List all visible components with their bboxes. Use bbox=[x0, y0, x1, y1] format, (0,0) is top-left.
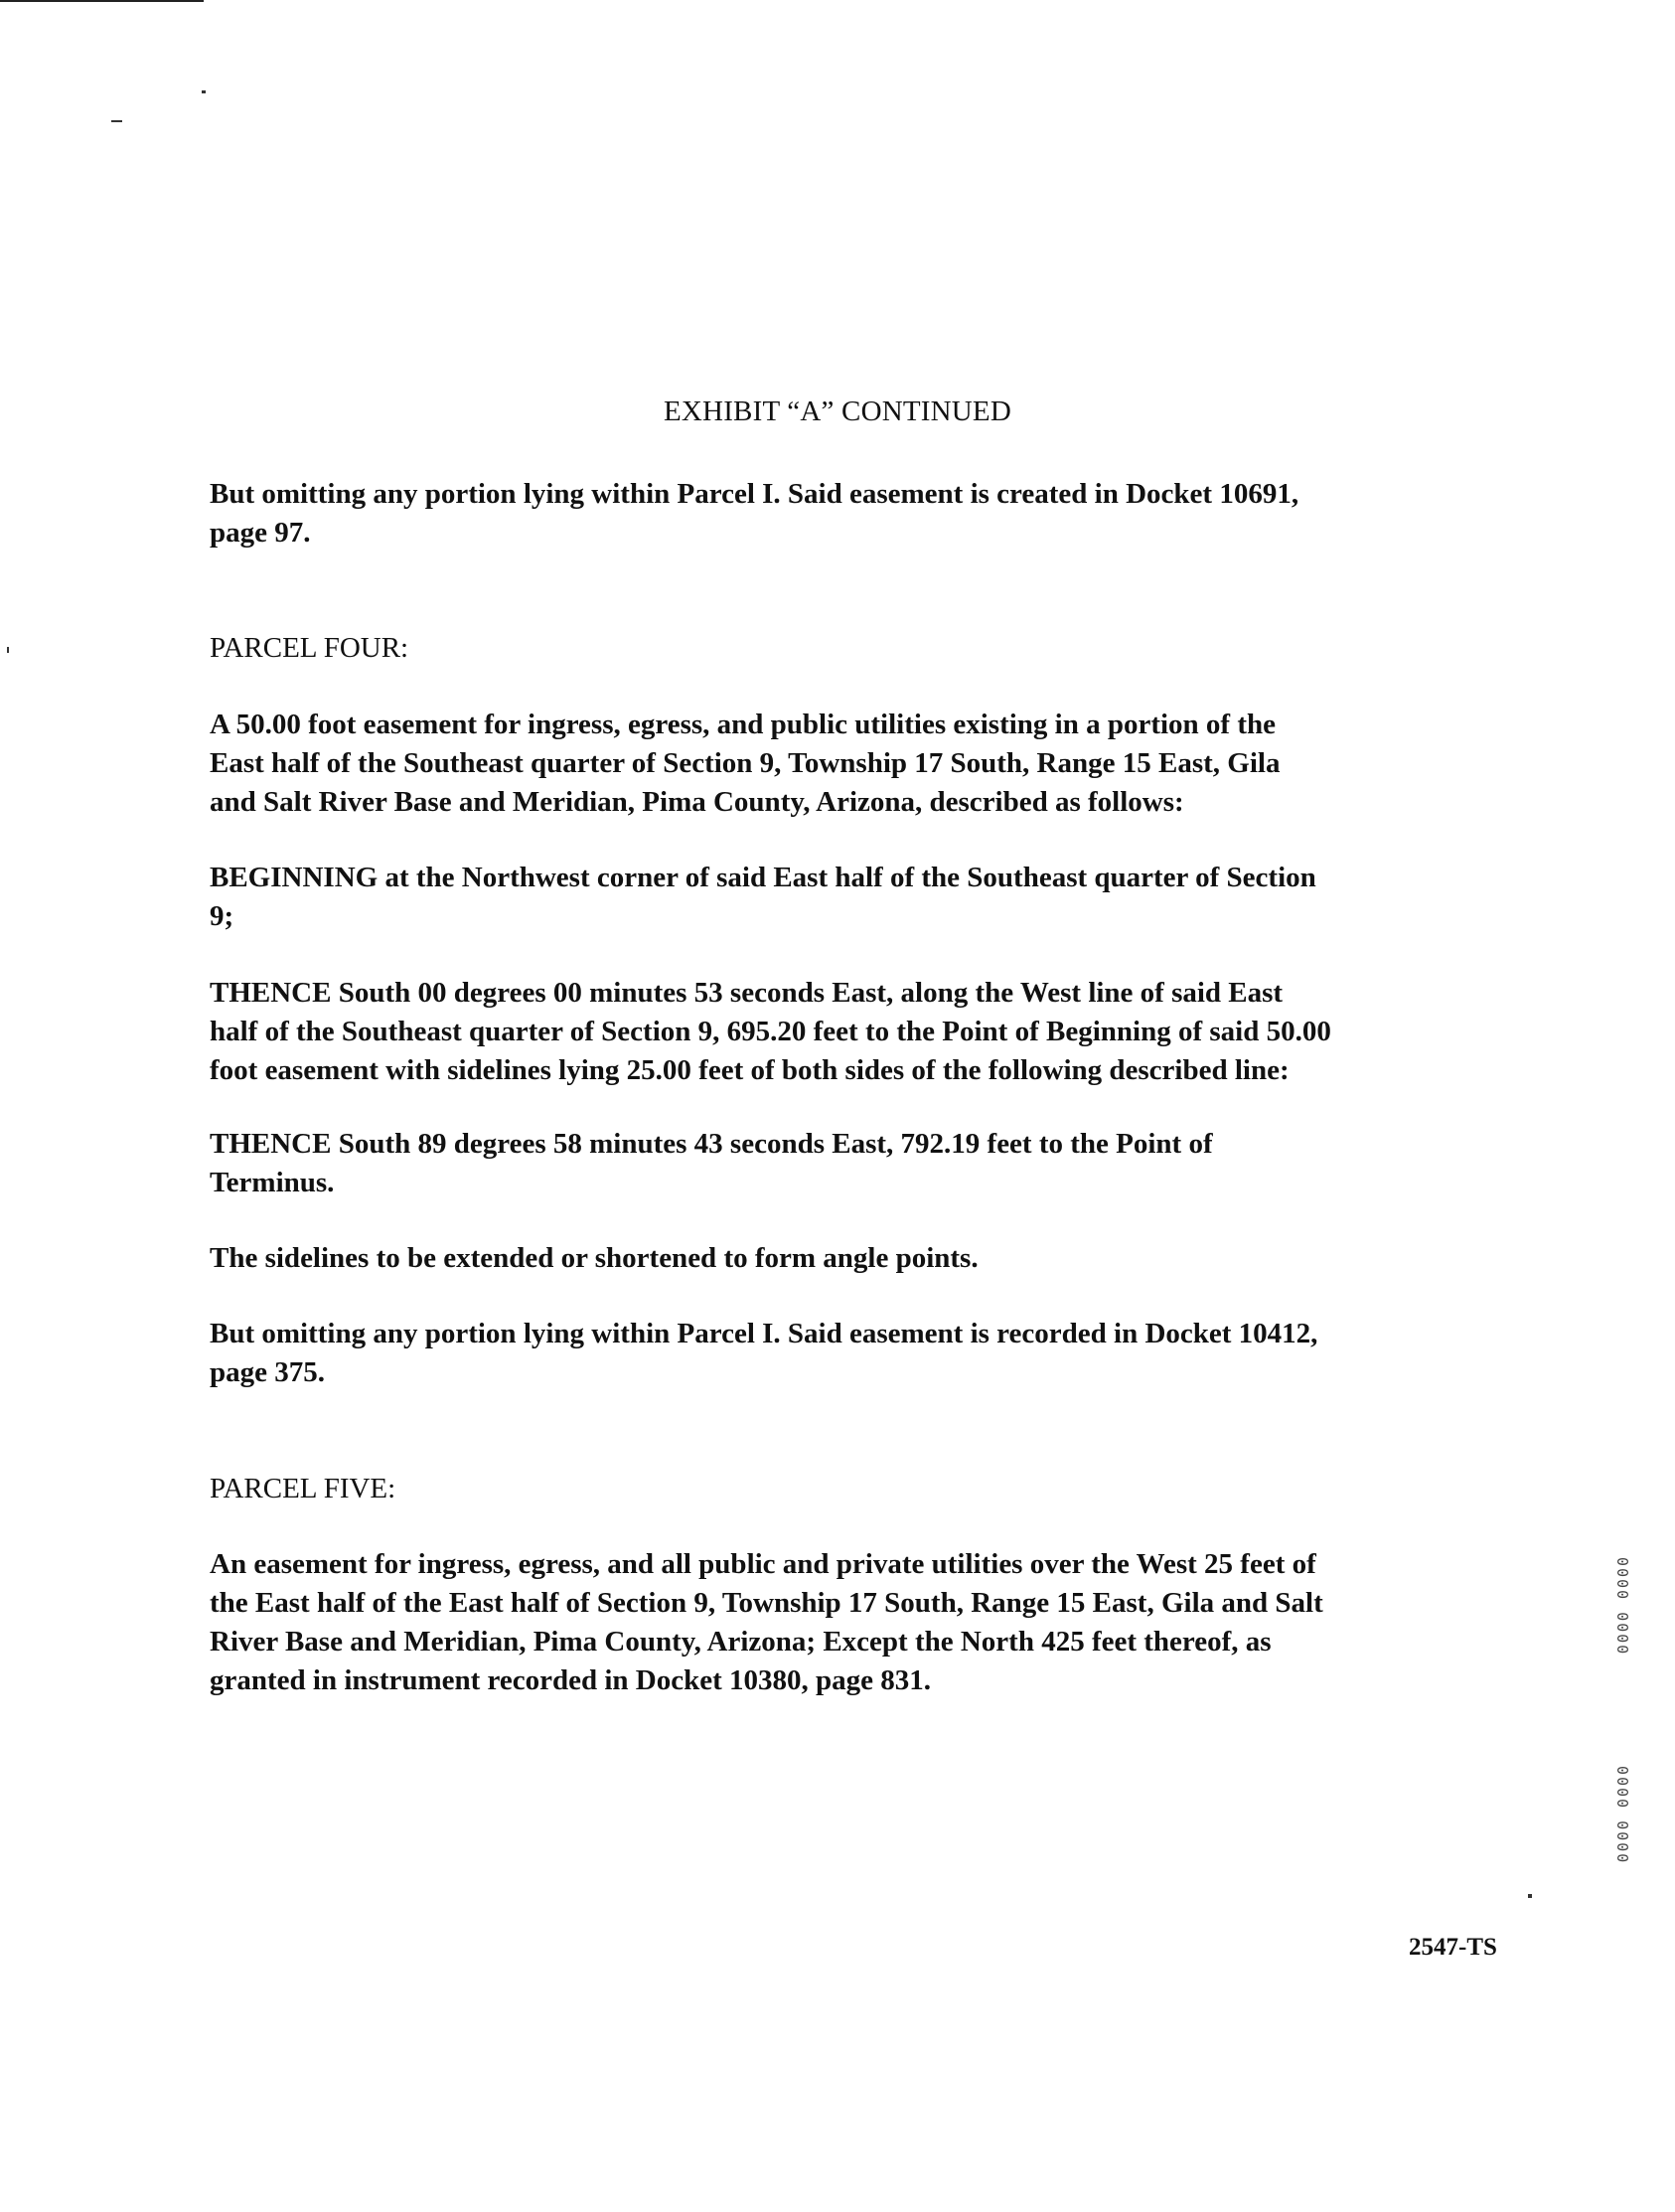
text-line: foot easement with sidelines lying 25.00 feet of both sides of the following described line: bbox=[210, 1054, 1290, 1086]
parcel-four-beginning bbox=[210, 859, 1501, 936]
text-line: East half of the Southeast quarter of Section 9, Township 17 South, Range 15 East, Gila bbox=[210, 747, 1281, 779]
parcel-four-thence-south bbox=[210, 974, 1501, 1090]
intro-paragraph bbox=[210, 475, 1501, 553]
text-line: The sidelines to be extended or shortened to form angle points. bbox=[210, 1242, 979, 1274]
scan-speck bbox=[202, 90, 206, 93]
text-line: half of the Southeast quarter of Section 9, 695.20 feet to the Point of Beginning of said 50.00 bbox=[210, 1016, 1331, 1047]
parcel-four-omitting bbox=[210, 1315, 1501, 1392]
text-line: But omitting any portion lying within Parcel I. Said easement is recorded in Docket 10412, bbox=[210, 1318, 1318, 1349]
text-line: the East half of the East half of Section 9, Township 17 South, Range 15 East, Gila and Salt bbox=[210, 1587, 1323, 1619]
document-code: 2547-TS bbox=[1409, 1934, 1497, 1961]
exhibit-heading: EXHIBIT “A” CONTINUED bbox=[664, 395, 1011, 427]
parcel-four-description bbox=[210, 706, 1501, 822]
text-line: and Salt River Base and Meridian, Pima County, Arizona, described as follows: bbox=[210, 786, 1184, 818]
parcel-four-thence-east bbox=[210, 1125, 1501, 1202]
recording-stamp: 0000 0000 bbox=[1614, 1764, 1632, 1863]
text-line: River Base and Meridian, Pima County, Arizona; Except the North 425 feet thereof, as bbox=[210, 1626, 1272, 1658]
text-line: But omitting any portion lying within Parcel I. Said easement is created in Docket 10691, bbox=[210, 478, 1299, 510]
parcel-five-description bbox=[210, 1545, 1501, 1700]
text-line: An easement for ingress, egress, and all public and private utilities over the West 25 feet of bbox=[210, 1548, 1316, 1580]
text-line: THENCE South 89 degrees 58 minutes 43 seconds East, 792.19 feet to the Point of bbox=[210, 1128, 1213, 1160]
parcel-four-sidelines bbox=[210, 1239, 1501, 1278]
scan-speck bbox=[111, 120, 122, 122]
recording-stamp: 0000 0000 bbox=[1614, 1555, 1632, 1655]
top-rule bbox=[0, 0, 204, 2]
text-line: Terminus. bbox=[210, 1167, 335, 1198]
text-line: BEGINNING at the Northwest corner of said East half of the Southeast quarter of Section bbox=[210, 862, 1316, 893]
text-line: page 375. bbox=[210, 1356, 325, 1388]
parcel-five-title: PARCEL FIVE: bbox=[210, 1473, 396, 1504]
parcel-four-title: PARCEL FOUR: bbox=[210, 632, 409, 664]
text-line: THENCE South 00 degrees 00 minutes 53 seconds East, along the West line of said East bbox=[210, 977, 1284, 1009]
text-line: 9; bbox=[210, 900, 234, 932]
text-line: granted in instrument recorded in Docket 10380, page 831. bbox=[210, 1664, 932, 1696]
scan-speck bbox=[7, 647, 9, 653]
text-line: A 50.00 foot easement for ingress, egress, and public utilities existing in a portion of the bbox=[210, 709, 1276, 740]
text-line: page 97. bbox=[210, 517, 311, 549]
scan-speck bbox=[1528, 1894, 1532, 1898]
